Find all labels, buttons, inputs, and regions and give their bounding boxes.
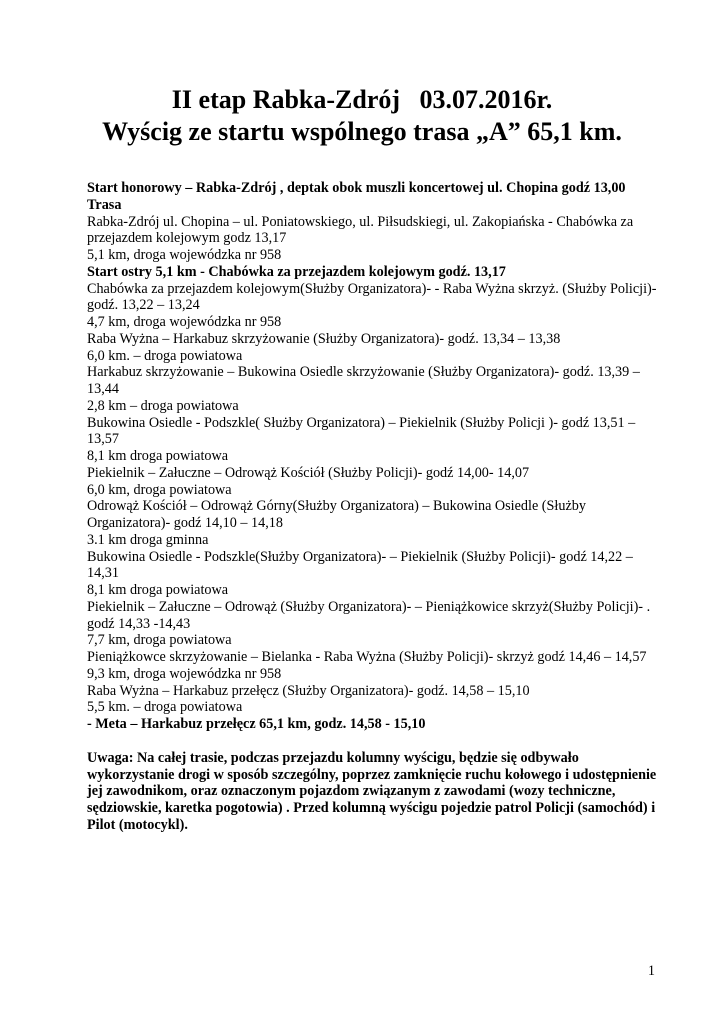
- page-number: 1: [647, 963, 655, 979]
- route-line: 6,0 km. – droga powiatowa: [87, 347, 243, 364]
- route-line: Chabówka za przejazdem kolejowym(Służby Organizatora)- - Raba Wyżna skrzyż. (Służby Policji)- godź. 13,22 – 13,24: [87, 280, 657, 314]
- route-line: Start honorowy – Rabka-Zdrój , deptak obok muszli koncertowej ul. Chopina godź 13,00: [87, 180, 626, 196]
- route-line: 6,0 km, droga powiatowa: [87, 481, 232, 498]
- route-line: 5,5 km. – droga powiatowa: [87, 699, 243, 716]
- route-line: Start ostry 5,1 km - Chabówka za przejazdem kolejowym godź. 13,17: [87, 263, 506, 280]
- warning-note: Uwaga: Na całej trasie, podczas przejazdu kolumny wyścigu, będzie się odbywało wykorzystanie drogi w sposób szczególny, poprzez zamknięcie ruchu kołowego i udostępnienie jej zawodnikom, oraz oznaczonym pojazdom związanym z zawodami (wozy techniczne, sędziowskie, karetka pogotowia) . Przed kolumną wyścigu pojedzie patrol Policji (samochód) i Pilot (motocykl).: [87, 749, 657, 833]
- route-line: Raba Wyżna – Harkabuz przełęcz (Służby Organizatora)- godź. 14,58 – 15,10: [87, 682, 530, 699]
- route-line: Trasa: [87, 196, 122, 213]
- route-line: Odrowąż Kościół – Odrowąż Górny(Służby Organizatora) – Bukowina Osiedle (Służby Organizatora)- godź 14,10 – 14,18: [87, 498, 586, 531]
- route-line: 3.1 km droga gminna: [87, 531, 209, 548]
- route-line: 9,3 km, droga wojewódzka nr 958: [87, 665, 282, 682]
- route-line: 2,8 km – droga powiatowa: [87, 397, 239, 414]
- route-line: 8,1 km droga powiatowa: [87, 448, 229, 464]
- route-line: - Meta – Harkabuz przełęcz 65,1 km, godz. 14,58 - 15,10: [87, 716, 426, 732]
- route-line: Piekielnik – Załuczne – Odrowąż (Służby Organizatora)- – Pieniążkowice skrzyż(Służby Policji)- . godź 14,33 -14,43: [87, 598, 651, 632]
- route-line: Bukowina Osiedle - Podszkle( Służby Organizatora) – Piekielnik (Służby Policji )- godź 13,51 – 13,57: [87, 414, 636, 448]
- route-description: [87, 180, 657, 834]
- title-line-2: Wyścig ze startu wspólnego trasa „A” 65,1 km.: [102, 117, 622, 146]
- title-line-1: II etap Rabka-Zdrój 03.07.2016r.: [171, 85, 553, 114]
- route-line: 8,1 km droga powiatowa: [87, 582, 229, 598]
- route-line: 5,1 km, droga wojewódzka nr 958: [87, 247, 282, 263]
- route-line: 7,7 km, droga powiatowa: [87, 632, 232, 649]
- route-line: Raba Wyżna – Harkabuz skrzyżowanie (Służby Organizatora)- godź. 13,34 – 13,38: [87, 330, 561, 347]
- route-line: Piekielnik – Załuczne – Odrowąż Kościół (Służby Policji)- godź 14,00- 14,07: [87, 464, 530, 481]
- route-line: 4,7 km, droga wojewódzka nr 958: [87, 314, 282, 330]
- route-line: Bukowina Osiedle - Podszkle(Służby Organizatora)- – Piekielnik (Służby Policji)- godź 14,22 – 14,31: [87, 548, 633, 582]
- route-line: Rabka-Zdrój ul. Chopina – ul. Poniatowskiego, ul. Piłsudskiegi, ul. Zakopiańska - Chabówka za przejazdem kolejowym godz 13,17: [87, 213, 634, 247]
- route-line: Pieniążkowce skrzyżowanie – Bielanka - Raba Wyżna (Służby Policji)- skrzyż godź 14,46 – 14,57: [87, 649, 647, 665]
- route-line: Harkabuz skrzyżowanie – Bukowina Osiedle skrzyżowanie (Służby Organizatora)- godź. 13,39 – 13,44: [87, 364, 640, 397]
